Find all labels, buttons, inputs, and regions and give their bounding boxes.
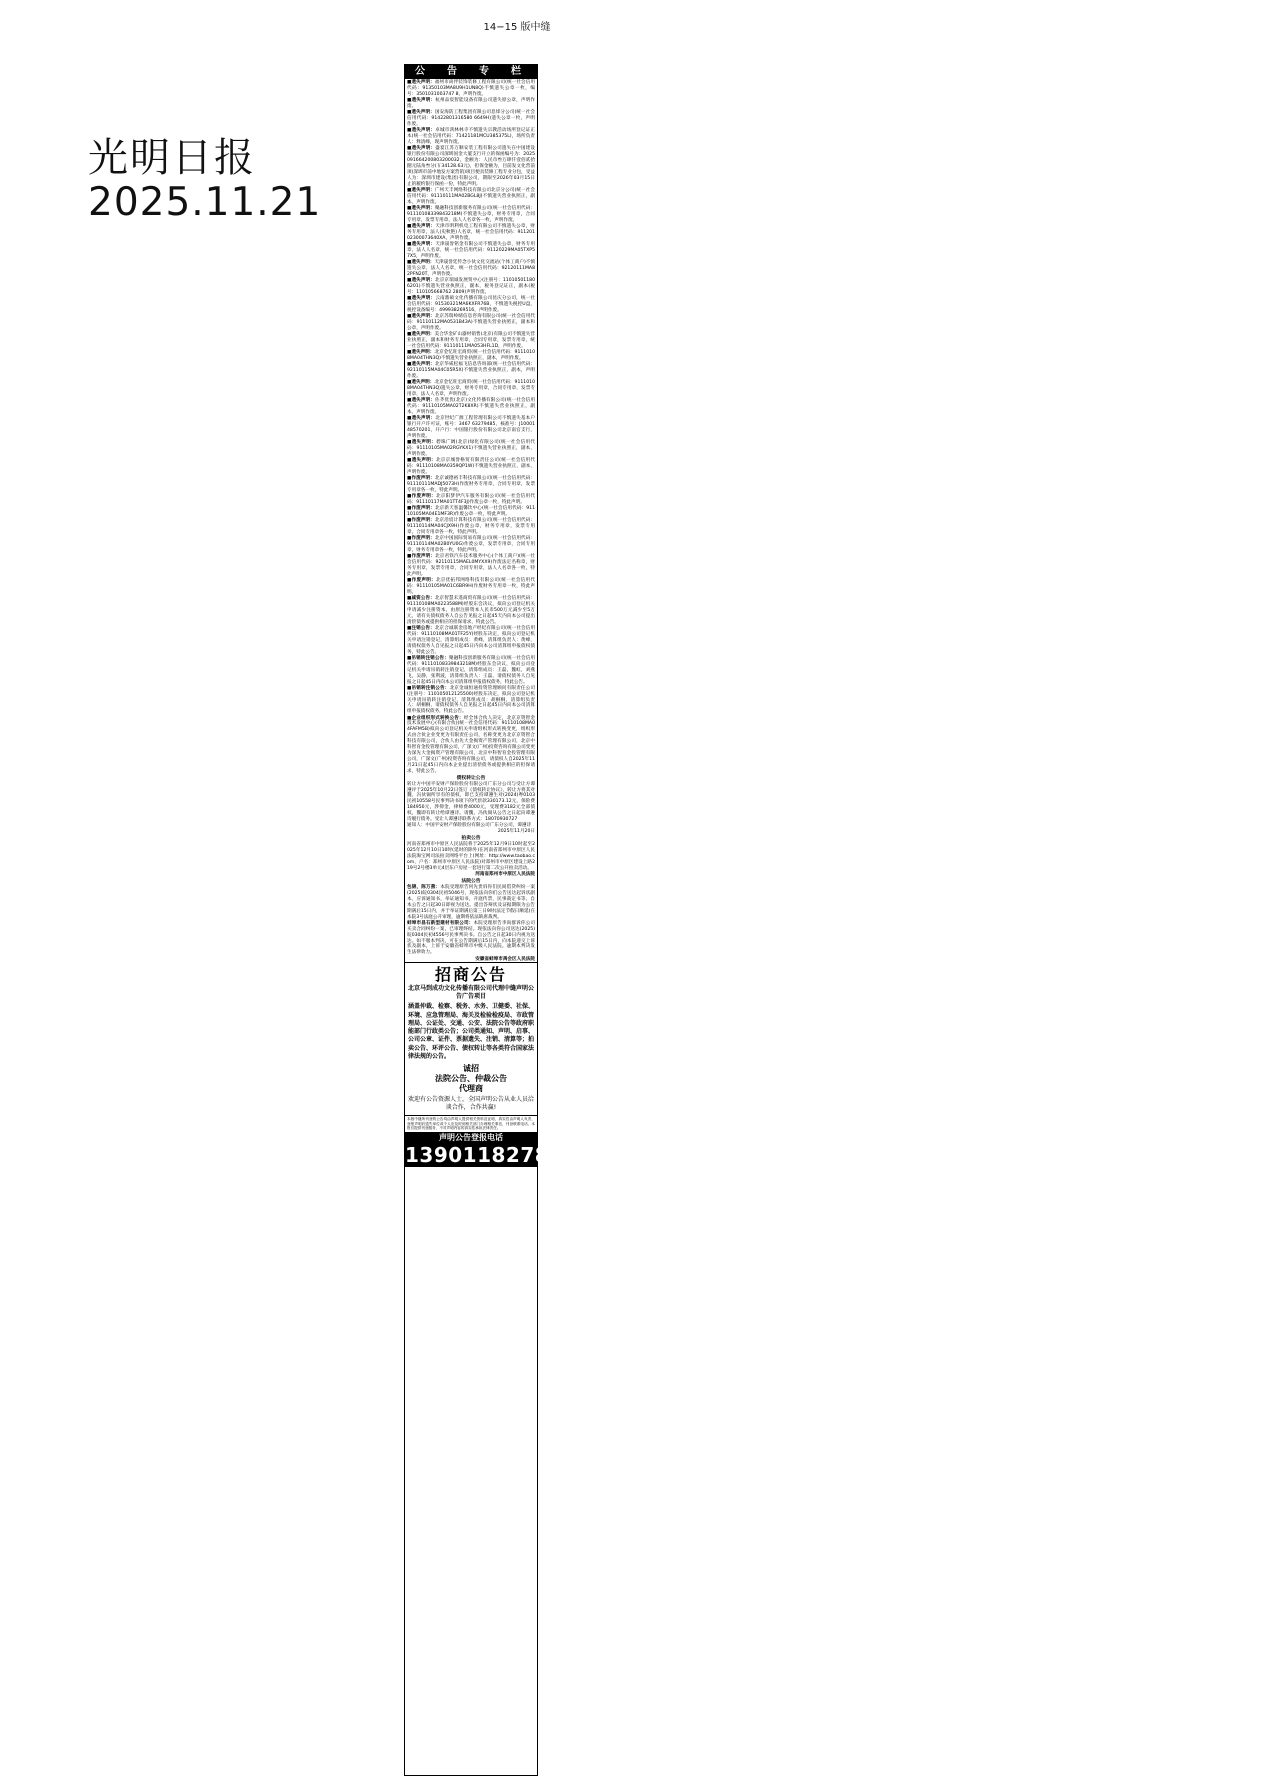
notice-heading: ■遗失声明：: [407, 110, 435, 116]
issue-date: 2025.11.21: [88, 180, 322, 225]
notice-heading: ■遗失声明：: [407, 380, 435, 386]
notice-text: 聚融科技创新服务有限公司(统一社会信用代码：91110108339843218M)不慎遗失公章，财务专用章，合同专用章，发票专用章，法人人名章各一枚，声明作废。: [407, 205, 536, 223]
notice-heading: ■遗失声明：: [407, 241, 436, 247]
notice-text: 北京世纪广源工程管理有限公司不慎遗失基本户银行开户许可证，账号：3467 63279485，核准号：J1000148570201，开户行：中国银行股份有限公司北京南官支行，声明作废。: [407, 416, 535, 439]
transfer-notice-date: 2025年11月20日: [497, 829, 535, 835]
notice-item: [407, 362, 535, 380]
notice-item: [407, 110, 535, 128]
notice-text: 福州市尚伴装饰装修工程有限公司(统一社会信用代码：91350103MA8U9H1UN8Q)不慎遗失公章一枚，编号：3501031003747 8，声明作废。: [407, 80, 536, 97]
notice-heading: ■遗失声明：: [407, 416, 436, 422]
phone-number: 13901182789: [405, 1142, 564, 1167]
notice-item: [407, 242, 535, 260]
notice-heading: ■作废声明：: [407, 518, 435, 524]
notice-item: [407, 398, 535, 416]
recruit-agent: 代理商: [459, 1083, 483, 1093]
page-header: 14−15 版中缝: [483, 22, 551, 33]
notice-heading: ■遗失声明：: [407, 295, 436, 301]
notice-item: [407, 554, 535, 578]
notice-item: [407, 224, 535, 242]
notice-text: 北京京城誉格贸有限责任公司(统一社会信用代码：91110108MA0359QP1W)不慎遗失营业执照正，副本，声明作废。: [407, 458, 536, 475]
notice-heading: ■作废声明：: [407, 554, 436, 560]
notice-heading: ■遗失声明：: [407, 146, 436, 152]
notice-heading: ■遗失声明：: [407, 398, 436, 404]
notice-item: [407, 314, 535, 332]
notice-heading: ■遗失声明：: [407, 277, 436, 283]
notice-heading: ■注销公告：: [407, 626, 435, 632]
auction-notice-body: 河南省郑州市中原区人民法院将于2025年12月9日10时起至2025年12月10日10时(延时的除外)在河南省郑州市中原区人民法院淘宝网司法拍卖网络平台上(网址：http://www.taobao.com，户名：郑州市中原区人民法院)对郑州市中原区建设上路219号2号楼3单元4层东户房屋一套进行第二次公开拍卖活动。: [407, 842, 535, 871]
notice-item: [407, 656, 535, 686]
court-notices-title: 法院公告: [461, 879, 481, 885]
notice-heading: ■作废声明：: [407, 506, 435, 512]
notice-item: [407, 596, 535, 626]
notice-heading: ■遗失声明：: [407, 187, 435, 193]
recruit-welcome: 欢迎有公告资源人士，全国声明公告从业人员洽谈合作，合作共赢!: [408, 1095, 535, 1111]
recruit-court: 法院公告、仲裁公告: [435, 1073, 507, 1083]
notice-item: [407, 885, 535, 920]
recruit-title: 招商公告: [434, 965, 507, 985]
notice-heading: ■遗失声明：: [407, 362, 435, 368]
notice-item: [407, 416, 535, 440]
auction-notice-sign: 河南省郑州市中原区人民法院: [475, 872, 535, 878]
notice-text: 北京中国国际贸易有限公司(统一社会信用代码：91110114MA02B0YU0G)作废公章，发票专用章，合同专用章，财务专用章各一枚，特此声明。: [407, 536, 536, 554]
notice-text: 北京金忆旺宏商贸(统一社会信用代码：91110108MA04THN3Q)不慎遗失营业执照正，副本，声明作废。: [407, 349, 535, 361]
notice-heading: ■遗失声明：: [407, 440, 437, 446]
paper-name: 光明日报: [88, 135, 256, 181]
notice-text: 天津晟誉廷传念小伙文化交流站(个体工商户)不慎遗失公章，法人人名章，统一社会信用代码：92120111MA82PFN20T，声明作废。: [407, 259, 535, 277]
notice-text: 本院受理原告李尚群诉你公司买卖合同纠纷一案，已审理终结。现依法向你公司送达(2025)皖0304民初4556号民事判决书。自公告之日起30日内视为送达。如不服本判决，可在公告期满后15日内，向本院递交上诉状及副本，上诉于安徽省蚌埠市中级人民法院。逾期本判决发生法律效力。: [407, 920, 535, 956]
notice-heading: ■遗失声明：: [407, 98, 436, 104]
notice-item: [407, 921, 535, 956]
notice-heading: ■遗失声明：: [407, 331, 435, 337]
notice-item: [407, 626, 535, 656]
notice-heading: ■企业组织形式转换公告：: [407, 715, 464, 721]
notice-item: [407, 476, 535, 494]
notice-column: [404, 64, 564, 1776]
notice-heading: ■作废声明：: [407, 476, 435, 482]
notice-text: 佐齐优优(北京)文化传播有限公司(统一社会信用代码：91110105MA02T2K8XR)不慎遗失营业执照正，副本，声明作废。: [407, 398, 535, 415]
notice-item: [407, 350, 535, 362]
notice-item: [407, 80, 535, 98]
notice-heading: ■遗失声明：: [407, 458, 436, 464]
notice-heading: ■遗失声明：: [407, 349, 435, 355]
notice-heading: ■吊销转注销公告：: [407, 655, 449, 661]
transfer-notice-body: 转让方中国平安财产保险股份有限公司广东分公司与受让方谭遵评于2025年10月22日签订《债权转让协议》，转让方将其对魏，冯伙锡所享有的债权，即已支持谭遵生对(2024)粤0103民初10558号民事判决书项下的代偿款330173.12元，保险费184950元，涉抑金，律师费4000元，受理费3182元全部债权，魏即有转让给谭遵诗。请魏，冯伙锡从公告之日起向谭遵诗履行债务。受让人谭遵诗联系方式：18070930727: [407, 781, 535, 823]
notice-item: [407, 716, 535, 775]
notice-item: [407, 332, 535, 350]
notice-item: [407, 506, 535, 518]
notice-heading: ■遗失声明：: [407, 223, 436, 229]
notice-text: 碧珠广阔(北京)绿化有限公司(统一社会信用代码：91110105MA02RGYKX1)不慎遗失营业执照正，副本，声明作废。: [407, 440, 535, 457]
notice-heading: 蚌埠市昌石新型建材有限公司：: [407, 920, 474, 926]
court-notices-list: [407, 885, 535, 956]
notice-item: [407, 536, 535, 554]
notice-text: 经全体合伙人决定，北京京资智金技术发展中心(有限合伙)(统一社会信用代码：91110108MA04FAFM5B)拟向公司登记机关申请组织形式转换变更，组织形式由合伙企业变更为有限责任公司，名称变更为北京京资智合科技有限公司，合伙人由先大金揭资产管理有限公司，北京中科智育金投管理有限公司，广深文(广州)投资咨询有限公司变更为深先大金揭资产管理有限公司，北京中科智育金投管理有限公司，广深文(广州)投资咨询有限公司，请债权人自2025年11月21日起45日内向本企业提出清偿债务或提供相应的担保请求，特此公告。: [407, 715, 535, 774]
phone-label: 声明公告登报电话: [405, 1132, 537, 1143]
notice-text: 北京苏瑞岭晴信息咨询有限公司(统一社会信用代码：91110112MA0531B43A)不慎遗失营业执照正，副本和公章，声明作废。: [407, 313, 536, 331]
notice-item: [407, 380, 535, 398]
notice-text: 国安海防工程集团有限公司息烽分公司(统一社会信用代码：91422801316580 6649H)遗失公章一枚，声明作废。: [407, 110, 536, 127]
notice-text: 美合华金矿山器材销售(北京)有限公司不慎遗失营业执照正，副本和财务专用章，合同专用章，发票专用章，统一社会信用代码：91110111MA053HFL1D，声明作废。: [407, 331, 535, 349]
notice-heading: ■作废声明：: [407, 536, 435, 542]
notice-heading: ■遗失声明：: [407, 128, 436, 134]
notice-heading: ■减资公告：: [407, 596, 435, 602]
notice-item: [407, 296, 535, 314]
notice-text: 北京沿宸计算科技有限公司(统一社会信用代码：91110114MA04CJX9H)作废公章，财务专用章，发票专用章，合同专用章各一枚，特此声明。: [407, 518, 536, 536]
notice-text: 卓城市鸿林林寺不慎遗失宗教活动场所登记证正本(统一社会信用代码：71421181MCU385375L)，场所负责人：释清峰，现声明作废。: [407, 128, 535, 145]
notice-text: 北京京瑞诚发展贸中心(注册号：110105011806201)不慎遗失营业执照正，副本，税务登记证正，副本(税号：110105668762 2809)声明作废。: [407, 277, 536, 295]
notice-item: [407, 494, 535, 506]
notice-text: 盛宴江苏万顺安装工程有限公司遗失在中国建设银行股份有限公司深圳国金大厦支行开立的保函编号为：2025091664200803200032，金额为：人民币叁万肆仟壹佰贰拾捌元陆角叁分(￥34128.63元)，担保金额为，目前发文化营前项(深圳市前中地发方案营销)项目便具装修工程专业分包，受益人为：深圳市建设(集团)有限公司，期限至2026年03月15日止的履约银行保函一份，特此声明。: [407, 146, 535, 187]
notice-text: 杭州品宸智能设备有限公司遗失原公章，声明作废。: [407, 98, 535, 109]
notice-heading: 包锦，陈万燕：: [407, 885, 441, 891]
notice-heading: ■作废声明：: [407, 578, 436, 584]
notice-item: [407, 146, 535, 187]
notice-text: 广州天丰网络科技有限公司北京分公司(统一社会信用代码：91110111MA02BGL8J)不慎遗失营业执照正，副本，声明作废。: [407, 187, 536, 205]
notice-text: 北京优拓邦网络科技有限公司(统一社会信用代码：91110105MA01C6BR9H)作废财务专用章一枚，特此声明。: [407, 578, 536, 596]
notice-item: [407, 98, 535, 110]
notice-text: 北京诚德裕丰科技有限公司(统一社会信用代码：91110111MADJ5073H)作废财务专用章，合同专用章，发票专用章各一枚，特此声明。: [407, 476, 536, 493]
transfer-notice-notify: 通知人：中国平安财产保险股份有限公司广东分公司，谭遵诗: [407, 823, 532, 829]
recruit-subtitle: 北京马到成功文化传播有限公司代理中缝声明公告广告项目: [408, 985, 535, 1001]
notice-item: [407, 578, 535, 596]
notice-text: 北京君铁汽车技术服务中心(个体工商户)(统一社会信用代码：92110115MAEL0MYXX9)作废法定名称章，财务专用章，发票专用章，合同专用章，法人人名章各一枚，特此声明。: [407, 554, 535, 578]
auction-notice-title: 拍卖公告: [461, 836, 481, 842]
notice-item: [407, 440, 535, 458]
notice-text: 北京华威松福飞信息咨询部(统一社会信用代码：92110115MA04C05R5X)不慎遗失营业执照正，副本，声明作废。: [407, 362, 536, 379]
notice-text: 北京阳梦伊汽车服务有限公司(统一社会信用代码：91110117MA01TT4F3J)作废公章一枚，特此声明。: [407, 494, 536, 505]
recruit-box: [405, 962, 537, 1111]
masthead: [88, 135, 321, 226]
notice-text: 本院受理原告何先贵诉你们民间借贷纠纷一案(2025)皖0304民初5046号，现依法向你们公告送达起诉状副本，应诉通知书，举证通知书，开庭传票，民事裁定书等。自本公告之日起30日即视为送达。提出答辩状及证据期限为公告期满后15日内，并于举证期满后第三日9时(法定节假日顺延)在本院3号法庭公开审理，逾期将依法缺席裁判。: [407, 885, 535, 920]
notice-item: [407, 686, 535, 716]
notice-heading: ■作废声明：: [407, 494, 436, 500]
notice-heading: ■遗失声明：: [407, 205, 435, 211]
transfer-notice-title: 债权转让公告: [456, 775, 486, 781]
notice-item: [407, 188, 535, 206]
notice-heading: ■遗失声明：: [407, 313, 435, 319]
column-title: 公 告 专 栏: [405, 65, 537, 79]
notice-text: 北京金忆旺宏商贸(统一社会信用代码：91110108MA04THN3Q)遗失公章，财务专用章，合同专用章，发票专用章，法人人名章，声明作废。: [407, 380, 535, 397]
notice-text: 北京合诚联金房地产经纪有限公司(统一社会信用代码：91110108MA01TF25Y)经股东决定，拟向公司登记机关申请注销登记，清算组成员：黄峰，清算组负责人：黄峰，请债权债务人自见报之日起45日内向本公司清算组申报债权债务，特此公告。: [407, 626, 536, 655]
notice-item: [407, 518, 535, 536]
notice-item: [407, 128, 535, 146]
notice-heading: ■遗失声明：: [407, 80, 435, 85]
fine-print: 本版中缝所刊登的公告均由声明人提供相关资料及证明，真实性由声明人负责，登报声明后遗失单位或个人应及时到相关部门办理相关事宜，刊登联系电话，本报仅提供刊登服务，不对声明内容的真实性承担法律责任。: [407, 1116, 535, 1131]
notice-item: [407, 260, 535, 278]
notice-heading: ■遗失声明：: [407, 259, 435, 265]
recruit-body: 涵盖仲裁、检察、税务、水务、卫健委、社保、环境、应急管理局、海关及检验检疫局、市政管理局、公证处、交通、公安、法院公告等政府职能部门行政类公告；公司类通知、声明、启事、公司公章、证件、票据遗失、注销、清算等；拍卖公告、环评公告、债权转让等各类符合国家法律法规的公告。: [408, 1003, 535, 1060]
notice-text: 天津晟誉铭金有限公司不慎遗失公章，财务专用章，法人人名章，统一社会信用代码：91120229MA05TXP57X5，声明作废。: [407, 241, 535, 259]
notices-body: [405, 79, 537, 962]
notice-text: 北京智慧未遥商贸有限公司(统一社会信用代码：91110108MA0223588M)经股东会决议，拟向公司登记机关申请减少注册资本，由原注册资本人民币500万元减少至5万元，请有关债权债务人自公告见报之日起45天内向本公司提出清偿债务或提供相应的担保请求，特此公告。: [407, 596, 536, 625]
notice-text: 云南鼎硕文化传播有限公司昆庆分公司，统一社会信用代码：91530321MA6KXFR76B，不慎遗失税控U盘，税控设备编号：499938269516，声明作废。: [407, 295, 535, 313]
notice-item: [407, 458, 535, 476]
notice-text: 北京新天客温馨饮中心(统一社会信用代码：91110105MA04E1MF3R)作废公章一枚，特此声明。: [407, 506, 535, 518]
recruit-cheng: 诚招: [463, 1063, 479, 1073]
notice-text: 天津市明利机电工程有限公司不慎遗失公章，财务专用章，法人(史秋艳)人名章，统一社会信用代码：91120102300073640XA，声明作废。: [407, 223, 535, 241]
notice-item: [407, 278, 535, 296]
notice-text: 北京金诚恒通投资管理顾问有限责任公司(注册号：110105012125500)经股东决定，拟向公司登记机关申请吊销转注销登记，清算组成员：胡桐桐，清算组负责人：胡桐桐，请债权债务人自见报之日起45日内向本公司清算组申报债权债务，特此公告。: [407, 685, 535, 715]
notice-text: 聚融科技创新服务有限公司(统一社会信用代码：91110108339843218M)经股东会决议，拟向公司登记机关申请吊销转注销登记，清算组成员：王磊，魏虹，刘燕飞，吴静，张利波，清算组负责人：王磊，请债权债务人自见报之日起45日内向本公司清算组申报债权债务，特此公告。: [407, 655, 536, 685]
court-notices-sign: 安徽省蚌埠市禹会区人民法院: [475, 956, 535, 962]
notice-heading: ■吊销转注销公告：: [407, 685, 450, 691]
notices-list: [407, 80, 535, 775]
notice-item: [407, 206, 535, 224]
